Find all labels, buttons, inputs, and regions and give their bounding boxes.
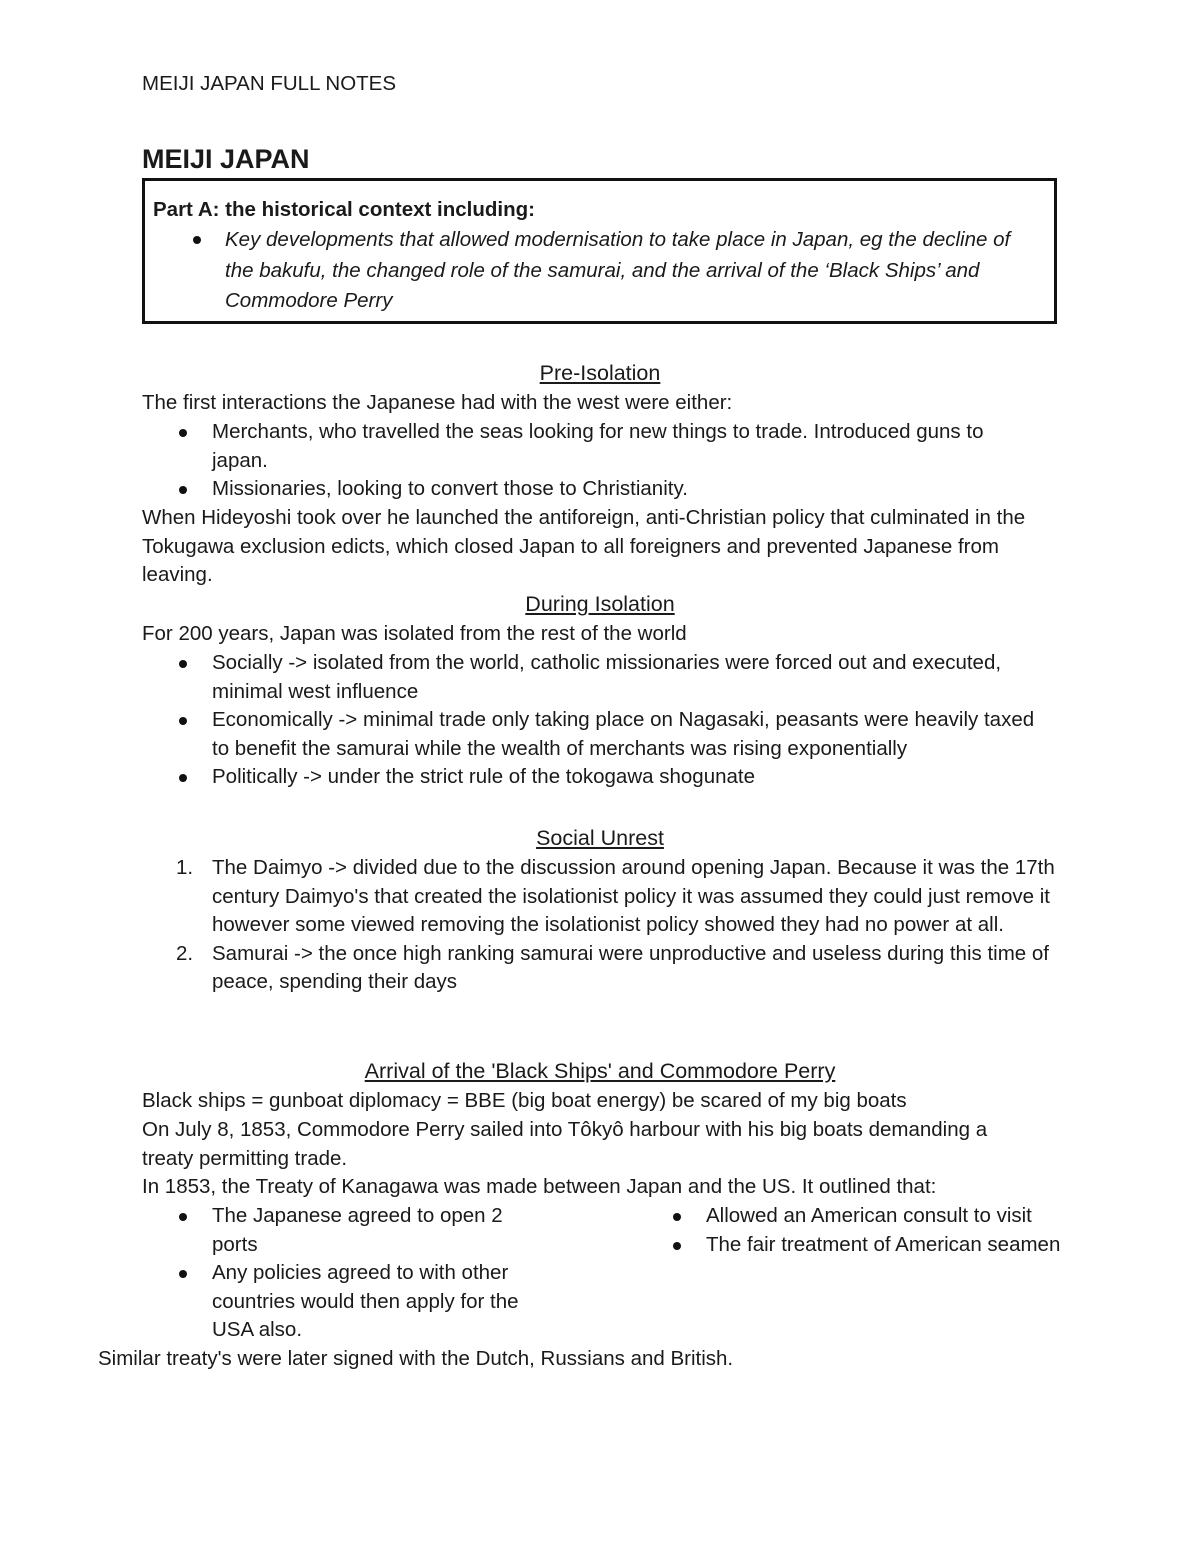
- closing-line: Similar treaty's were later signed with the Dutch, Russians and British.: [98, 1347, 734, 1370]
- section-title-social-unrest: Social Unrest: [536, 826, 664, 850]
- bullet-icon: [179, 1270, 187, 1278]
- bullet-icon: [179, 486, 187, 494]
- list-item: 1. The Daimyo -> divided due to the discussion around opening Japan. Because it was the 17th century Daimyo's that created the isolationist policy it was assumed they could just remove it however some viewed removing the isolationist policy showed they had no power at all.: [176, 856, 1055, 937]
- pre-isolation-intro: The first interactions the Japanese had with the west were either:: [142, 391, 733, 414]
- context-item-text: Key developments that allowed modernisation to take place in Japan, eg the decline of the bakufu, the changed role of the samurai, and the arrival of the ‘Black Ships’ and Commodore Perry: [225, 228, 1011, 312]
- section-title-during-isolation: During Isolation: [525, 592, 675, 616]
- context-item: [153, 225, 1046, 317]
- list-item: Allowed an American consult to visit: [636, 1202, 1066, 1231]
- context-box: [142, 178, 1057, 324]
- bullet-icon: [179, 1213, 187, 1221]
- pre-isolation-list: [142, 418, 1042, 504]
- bullet-icon: [179, 774, 187, 782]
- list-number: 1.: [176, 856, 194, 879]
- bullet-icon: [179, 717, 187, 725]
- list-item: Politically -> under the strict rule of the tokogawa shogunate: [142, 763, 1052, 792]
- list-item: Merchants, who travelled the seas looking for new things to trade. Introduced guns to japan.: [142, 418, 1042, 475]
- section-title-pre-isolation: Pre-Isolation: [539, 361, 661, 385]
- list-item: 2. Samurai -> the once high ranking samurai were unproductive and useless during this time of peace, spending their days: [176, 941, 1049, 994]
- bullet-icon: [193, 236, 201, 244]
- list-item: Socially -> isolated from the world, catholic missionaries were forced out and executed, minimal west influence: [142, 649, 1052, 706]
- pre-isolation-outro: When Hideyoshi took over he launched the antiforeign, anti-Christian policy that culminated in the Tokugawa exclusion edicts, which closed Japan to all foreigners and prevented Japanese from leaving.: [142, 506, 1026, 587]
- bullet-icon: [673, 1242, 681, 1250]
- list-item: Missionaries, looking to convert those to Christianity.: [142, 475, 1042, 504]
- context-list: [153, 225, 1046, 317]
- section-title-arrival: Arrival of the 'Black Ships' and Commodore Perry: [364, 1059, 836, 1083]
- bullet-icon: [673, 1213, 681, 1221]
- arrival-line-1: Black ships = gunboat diplomacy = BBE (big boat energy) be scared of my big boats: [142, 1089, 907, 1112]
- arrival-line-2: On July 8, 1853, Commodore Perry sailed into Tôkyô harbour with his big boats demanding a treaty permitting trade.: [142, 1118, 988, 1170]
- list-item: Any policies agreed to with other countries would then apply for the USA also.: [142, 1259, 542, 1345]
- page-header: MEIJI JAPAN FULL NOTES: [142, 72, 397, 95]
- arrival-line-3: In 1853, the Treaty of Kanagawa was made between Japan and the US. It outlined that:: [142, 1175, 937, 1198]
- document-title: MEIJI JAPAN: [142, 144, 310, 174]
- social-unrest-list: [142, 854, 1057, 997]
- treaty-list-right: [636, 1202, 1066, 1259]
- context-heading: Part A: the historical context including:: [153, 198, 535, 221]
- list-number: 2.: [176, 941, 194, 965]
- treaty-list-left: [142, 1202, 542, 1345]
- list-item: Economically -> minimal trade only taking place on Nagasaki, peasants were heavily taxed to benefit the samurai while the wealth of merchants was rising exponentially: [142, 706, 1052, 763]
- list-item: The fair treatment of American seamen: [636, 1231, 1066, 1260]
- during-isolation-list: [142, 649, 1052, 792]
- list-item: The Japanese agreed to open 2 ports: [142, 1202, 542, 1259]
- bullet-icon: [179, 429, 187, 437]
- during-isolation-intro: For 200 years, Japan was isolated from the rest of the world: [142, 622, 687, 645]
- bullet-icon: [179, 660, 187, 668]
